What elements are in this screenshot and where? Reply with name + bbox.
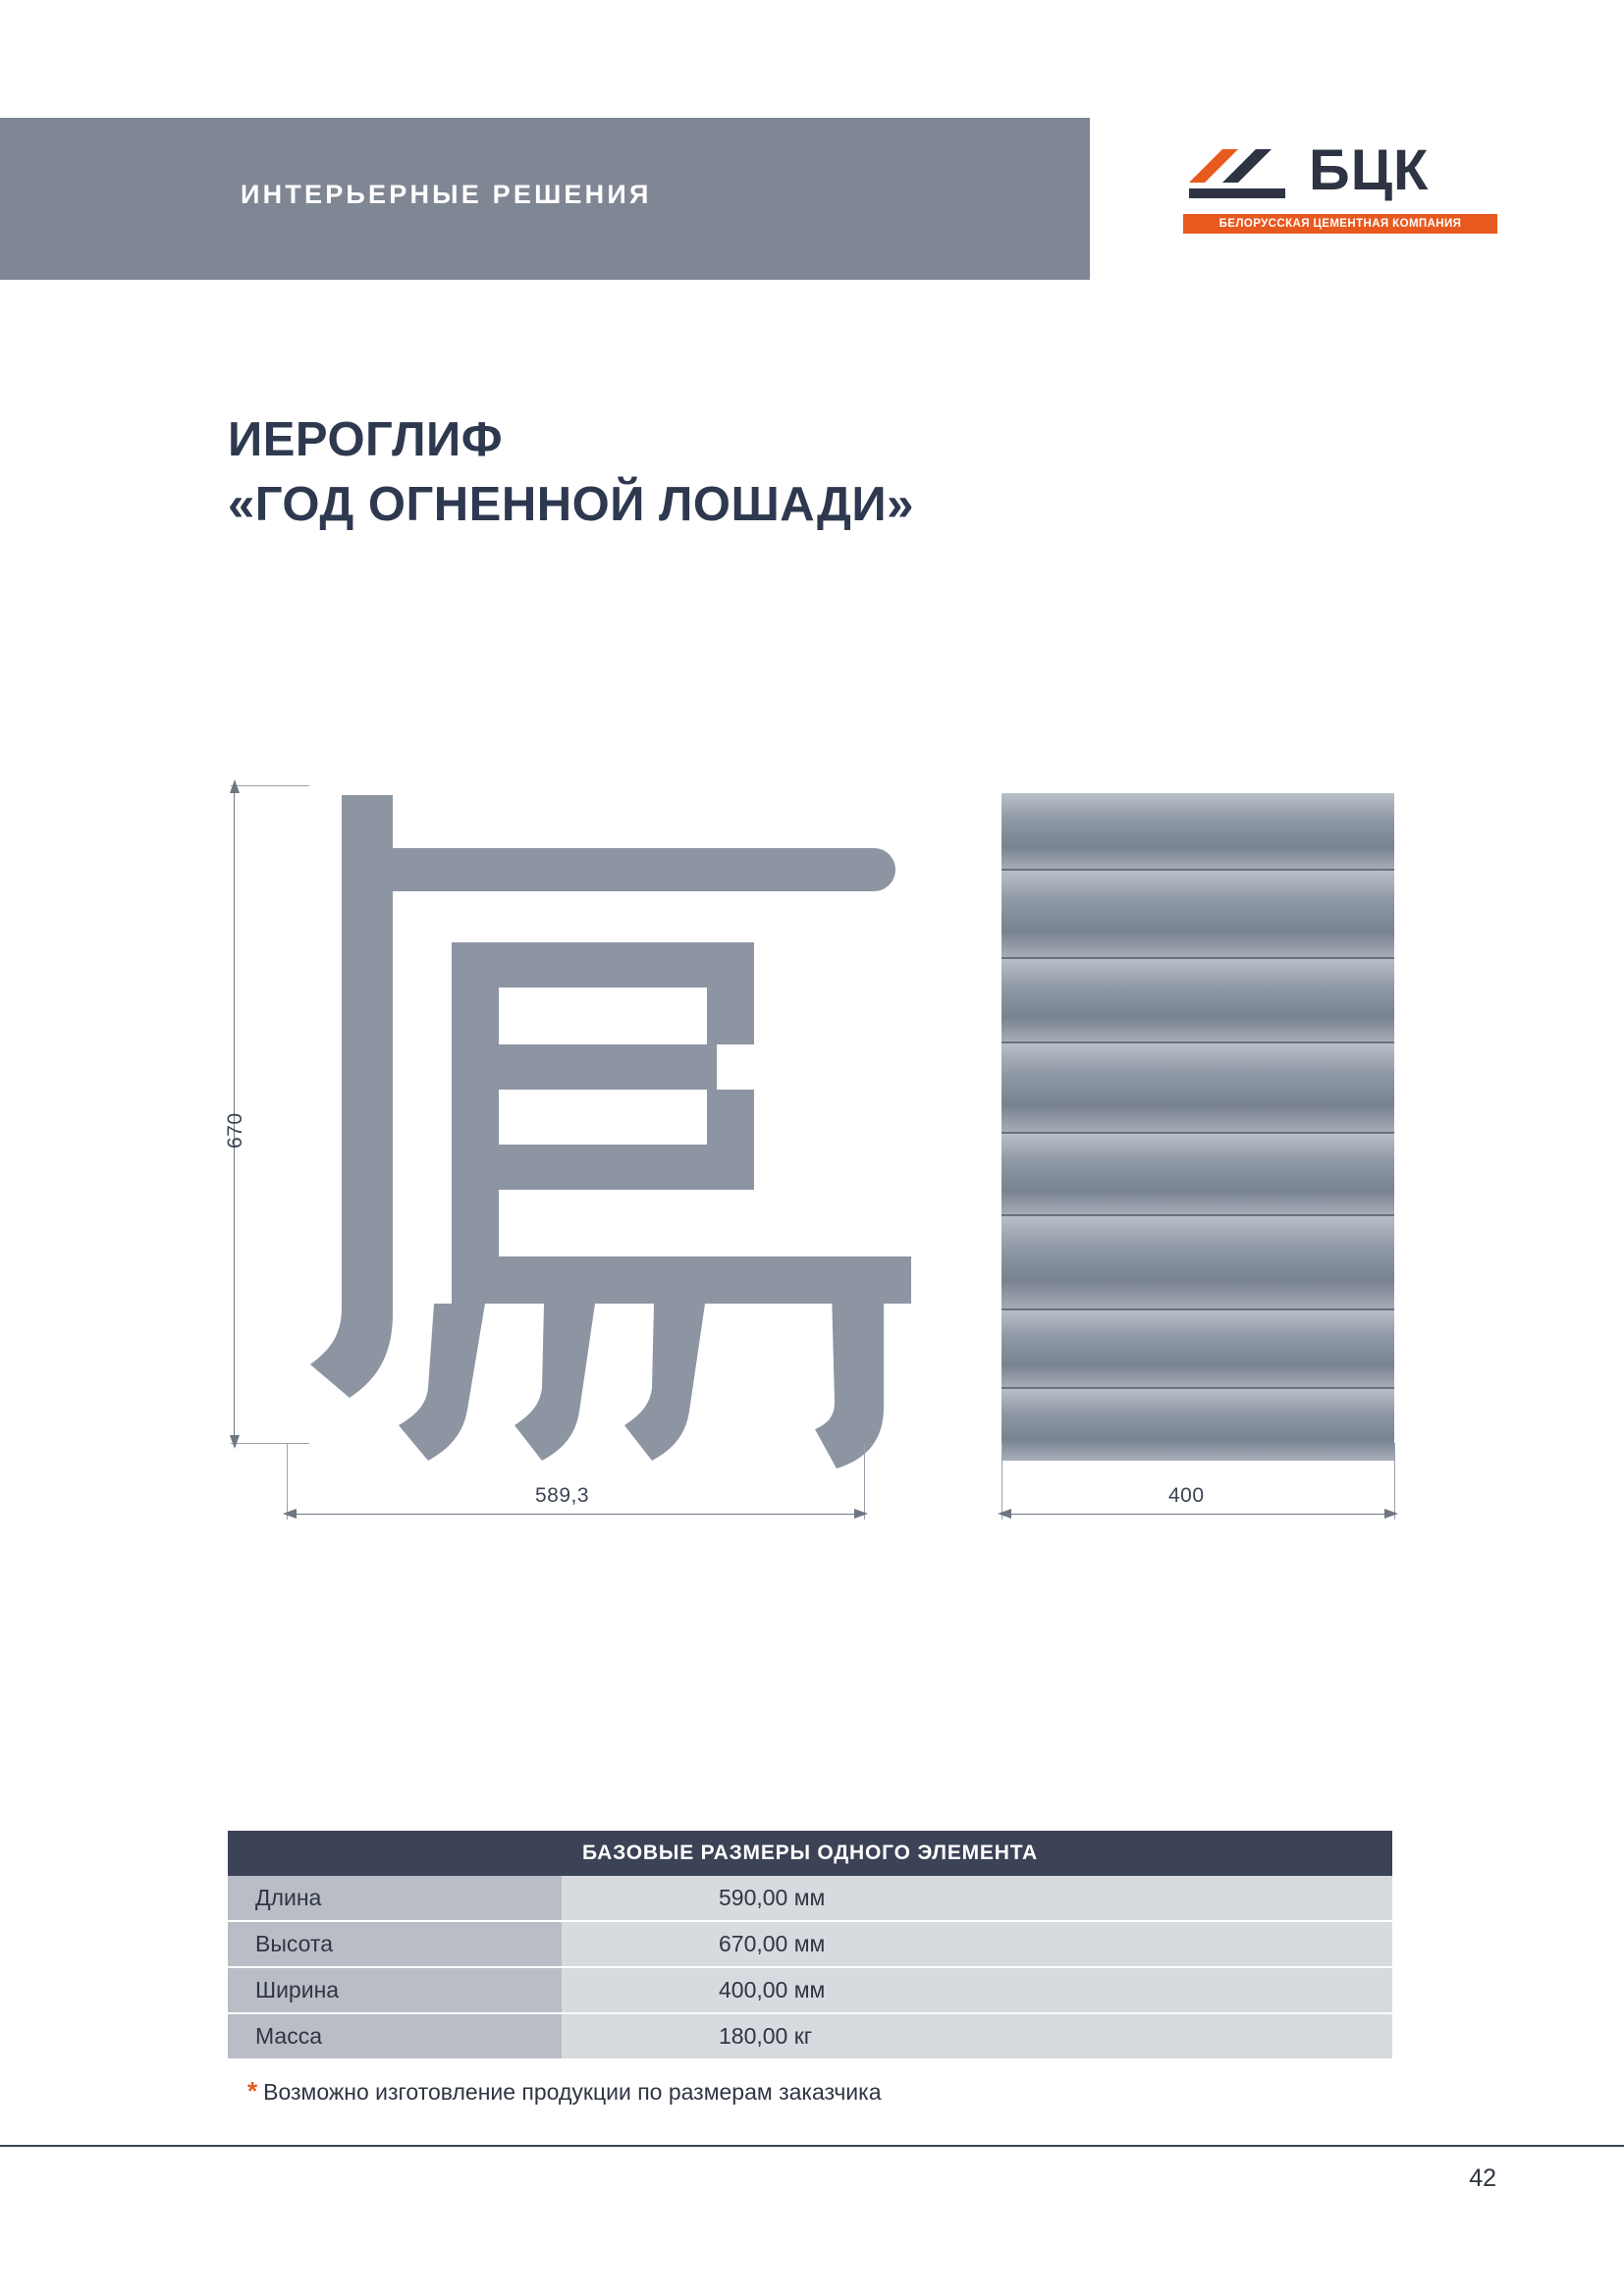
ext-line-top xyxy=(231,785,309,786)
dimension-line-width xyxy=(287,1514,864,1515)
row-value-width: 400,00 мм xyxy=(562,1967,1392,2013)
bck-slash-mark-icon xyxy=(1183,143,1301,204)
table-header-row xyxy=(228,1831,1392,1876)
dimension-label-width: 589,3 xyxy=(535,1484,590,1507)
footer-divider xyxy=(0,2145,1624,2147)
arrow-right-icon xyxy=(852,1507,868,1521)
logo-brand-text: БЦК xyxy=(1309,138,1430,202)
section-label: ИНТЕРЬЕРНЫЕ РЕШЕНИЯ xyxy=(241,180,652,209)
dimension-label-depth: 400 xyxy=(1168,1484,1205,1507)
technical-drawing xyxy=(0,756,1624,1551)
arrow-left-icon-side xyxy=(998,1507,1013,1521)
hieroglyph-front-view xyxy=(285,785,933,1472)
table-row xyxy=(228,1967,1392,2013)
dimension-line-depth xyxy=(1001,1514,1394,1515)
arrow-left-icon xyxy=(283,1507,298,1521)
page-title-line-1: ИЕРОГЛИФ xyxy=(228,413,504,466)
row-value-mass: 180,00 кг xyxy=(562,2013,1392,2059)
table-row xyxy=(228,2013,1392,2059)
company-logo xyxy=(1183,137,1497,240)
specifications-block xyxy=(228,1831,1392,2107)
page-title-line-2: «ГОД ОГНЕННОЙ ЛОШАДИ» xyxy=(228,478,914,531)
hieroglyph-side-view xyxy=(992,785,1404,1472)
note-text: Возможно изготовление продукции по размерам заказчика xyxy=(263,2079,882,2105)
row-value-height: 670,00 мм xyxy=(562,1921,1392,1967)
arrow-right-icon-side xyxy=(1382,1507,1398,1521)
arrow-up-icon xyxy=(228,779,242,795)
arrow-down-icon xyxy=(228,1433,242,1449)
row-label-mass: Масса xyxy=(228,2013,562,2059)
page-number: 42 xyxy=(1469,2164,1496,2192)
specifications-table xyxy=(228,1831,1392,2060)
row-label-width: Ширина xyxy=(228,1967,562,2013)
page-title xyxy=(228,407,914,537)
custom-size-note xyxy=(228,2076,1392,2107)
ext-line-bottom xyxy=(231,1443,309,1444)
row-value-length: 590,00 мм xyxy=(562,1876,1392,1921)
dimension-label-height: 670 xyxy=(224,1112,246,1148)
logo-tagline: БЕЛОРУССКАЯ ЦЕМЕНТНАЯ КОМПАНИЯ xyxy=(1183,214,1497,234)
note-asterisk: * xyxy=(247,2076,258,2106)
row-label-height: Высота xyxy=(228,1921,562,1967)
row-label-length: Длина xyxy=(228,1876,562,1921)
table-title: БАЗОВЫЕ РАЗМЕРЫ ОДНОГО ЭЛЕМЕНТА xyxy=(228,1831,1392,1876)
table-row xyxy=(228,1876,1392,1921)
table-row xyxy=(228,1921,1392,1967)
